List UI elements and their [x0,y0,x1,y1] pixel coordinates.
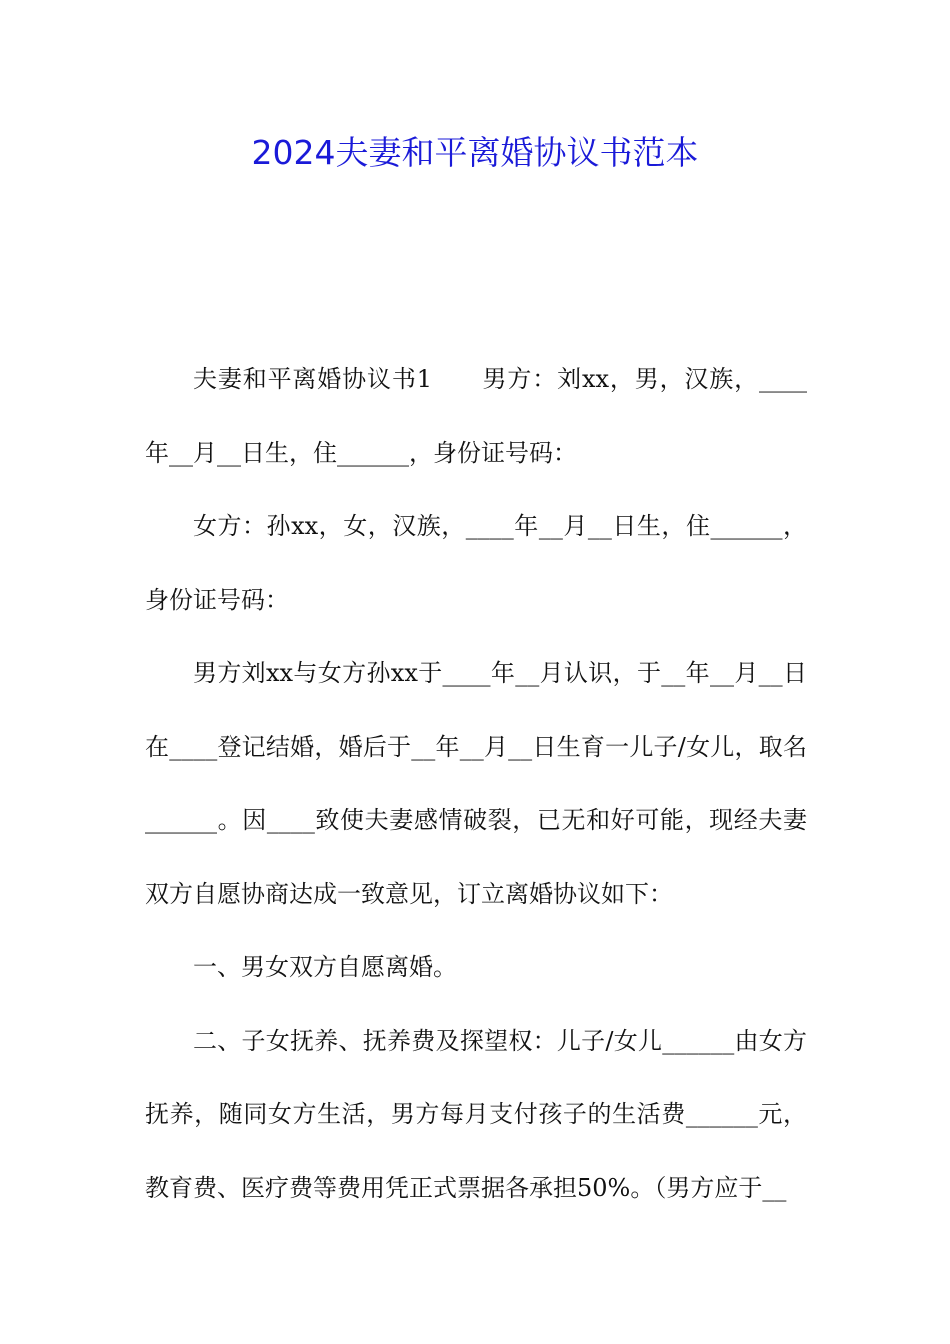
paragraph-parties-male: 夫妻和平离婚协议书1 男方：刘xx，男，汉族，____年__月__日生，住______，身份证号码： [145,365,807,467]
document-title: 2024夫妻和平离婚协议书范本 [251,133,699,172]
paragraph-marriage-background: 男方刘xx与女方孙xx于____年__月认识，于__年__月__日在____登记结婚，婚后于__年__月__日生育一儿子/女儿，取名______。因____致使夫妻感情破裂，已无和好可能，现经夫妻双方自愿协商达成一致意见，订立离婚协议如下： [145,659,807,908]
paragraph-clause-one: 一、男女双方自愿离婚。 [193,953,457,981]
paragraph-clause-two: 二、子女抚养、抚养费及探望权：儿子/女儿______由女方抚养，随同女方生活，男方每月支付孩子的生活费______元，教育费、医疗费等费用凭正式票据各承担50%。（男方应于__ [145,1026,807,1202]
document-body [145,343,807,1225]
paragraph-parties-female: 女方：孙xx，女，汉族，____年__月__日生，住______，身份证号码： [145,512,807,614]
